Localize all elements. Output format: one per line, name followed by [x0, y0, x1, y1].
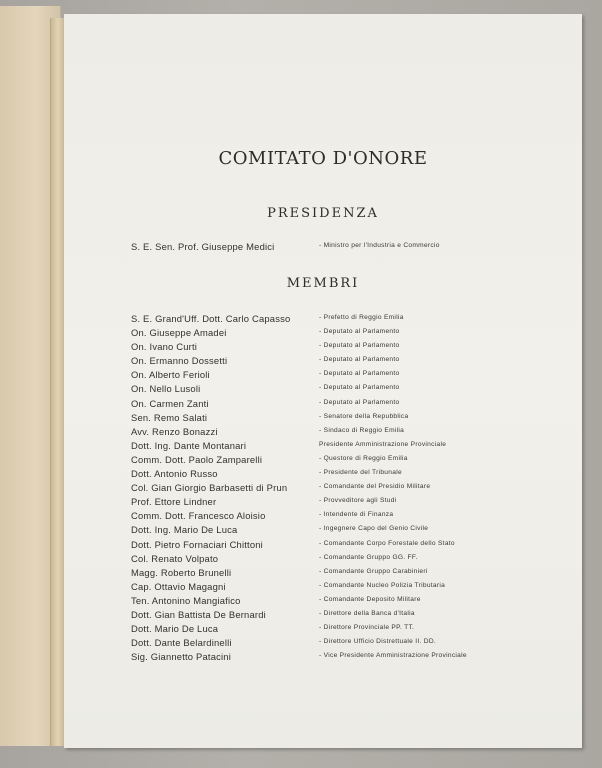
member-name: S. E. Grand'Uff. Dott. Carlo Capasso: [131, 313, 291, 324]
section-title-membri: MEMBRI: [286, 276, 360, 291]
member-row: [131, 553, 571, 567]
member-row: [131, 412, 571, 426]
member-role: - Direttore della Banca d'Italia: [319, 609, 415, 617]
member-row: [131, 609, 571, 623]
member-row: [131, 468, 571, 482]
member-name: Dott. Gian Battista De Bernardi: [131, 608, 266, 620]
member-row: [131, 567, 571, 581]
member-role: - Comandante Corpo Forestale dello Stato: [319, 539, 455, 547]
member-role: - Deputato al Parlamento: [319, 342, 400, 350]
member-role: - Comandante del Presidio Militare: [319, 483, 431, 491]
member-row: [131, 440, 571, 454]
member-name: Col. Gian Giorgio Barbasetti di Prun: [131, 482, 288, 494]
member-row: [131, 426, 571, 440]
member-name: Cap. Ottavio Magagni: [131, 580, 226, 592]
member-name: Col. Renato Volpato: [131, 552, 219, 564]
member-role: - Sindaco di Reggio Emilia: [319, 426, 405, 434]
page-title: COMITATO D'ONORE: [218, 148, 428, 169]
member-name: Dott. Pietro Fornaciari Chittoni: [131, 538, 263, 550]
member-name: Dott. Mario De Luca: [131, 623, 219, 635]
presidenza-role: - Ministro per l'Industria e Commercio: [319, 242, 440, 249]
member-role: Presidente Amministrazione Provinciale: [319, 440, 447, 448]
document-page: [64, 14, 582, 748]
member-role: - Deputato al Parlamento: [319, 398, 400, 406]
member-role: - Deputato al Parlamento: [319, 356, 400, 364]
member-row: [131, 496, 571, 510]
member-row: [131, 510, 571, 524]
section-title-presidenza: PRESIDENZA: [267, 206, 379, 221]
member-row: [131, 482, 571, 496]
member-name: Dott. Ing. Dante Montanari: [131, 439, 247, 451]
presidenza-name: S. E. Sen. Prof. Giuseppe Medici: [131, 241, 275, 252]
member-row: [131, 623, 571, 637]
member-name: Sig. Giannetto Patacini: [131, 651, 231, 663]
member-name: On. Ermanno Dossetti: [131, 355, 228, 367]
member-name: Ten. Antonino Mangiafico: [131, 594, 241, 606]
member-name: Comm. Dott. Francesco Aloisio: [131, 510, 266, 522]
member-name: On. Alberto Ferioli: [131, 369, 210, 381]
member-name: Comm. Dott. Paolo Zamparelli: [131, 453, 263, 465]
member-role: - Comandante Gruppo Carabinieri: [319, 567, 428, 575]
presidenza-row: [131, 241, 571, 255]
member-name: Dott. Antonio Russo: [131, 468, 218, 480]
member-row: [131, 327, 571, 341]
member-row: [131, 539, 571, 553]
member-row: [131, 341, 571, 355]
member-name: Avv. Renzo Bonazzi: [131, 425, 218, 437]
member-role: - Intendente di Finanza: [319, 511, 394, 519]
member-row: [131, 524, 571, 538]
member-role: - Comandante Deposito Militare: [319, 595, 421, 603]
member-row: [131, 651, 571, 665]
member-row: [131, 595, 571, 609]
member-role: - Presidente del Tribunale: [319, 469, 402, 477]
member-row: [131, 369, 571, 383]
member-role: - Provveditore agli Studi: [319, 497, 397, 505]
member-name: Sen. Remo Salati: [131, 411, 208, 423]
member-row: [131, 454, 571, 468]
member-role: - Direttore Provinciale PP. TT.: [319, 624, 415, 632]
members-list: [131, 313, 571, 665]
member-row: [131, 355, 571, 369]
member-row: [131, 581, 571, 595]
booklet-spine: [50, 18, 65, 746]
member-row: [131, 383, 571, 397]
member-name: On. Giuseppe Amadei: [131, 327, 227, 339]
member-name: On. Carmen Zanti: [131, 397, 209, 409]
member-role: - Direttore Ufficio Distrettuale II. DD.: [319, 638, 437, 646]
member-role: - Questore di Reggio Emilia: [319, 454, 408, 462]
member-role: - Comandante Gruppo GG. FF.: [319, 553, 418, 561]
member-role: - Deputato al Parlamento: [319, 328, 400, 336]
member-role: - Deputato al Parlamento: [319, 370, 400, 378]
member-role: - Comandante Nucleo Polizia Tributaria: [319, 581, 446, 589]
member-role: - Ingegnere Capo del Genio Civile: [319, 525, 429, 533]
member-row: [131, 398, 571, 412]
member-name: On. Ivano Curti: [131, 341, 198, 353]
member-role: - Senatore della Repubblica: [319, 412, 409, 420]
member-role: - Vice Presidente Amministrazione Provinciale: [319, 652, 467, 660]
member-name: Dott. Ing. Mario De Luca: [131, 524, 238, 536]
member-role: - Prefetto di Reggio Emilia: [319, 314, 404, 321]
member-row: [131, 637, 571, 651]
member-name: Prof. Ettore Lindner: [131, 496, 217, 508]
member-name: Magg. Roberto Brunelli: [131, 566, 232, 578]
member-name: Dott. Dante Belardinelli: [131, 637, 232, 649]
member-row: [131, 313, 571, 327]
member-name: On. Nello Lusoli: [131, 383, 201, 395]
member-role: - Deputato al Parlamento: [319, 384, 400, 392]
